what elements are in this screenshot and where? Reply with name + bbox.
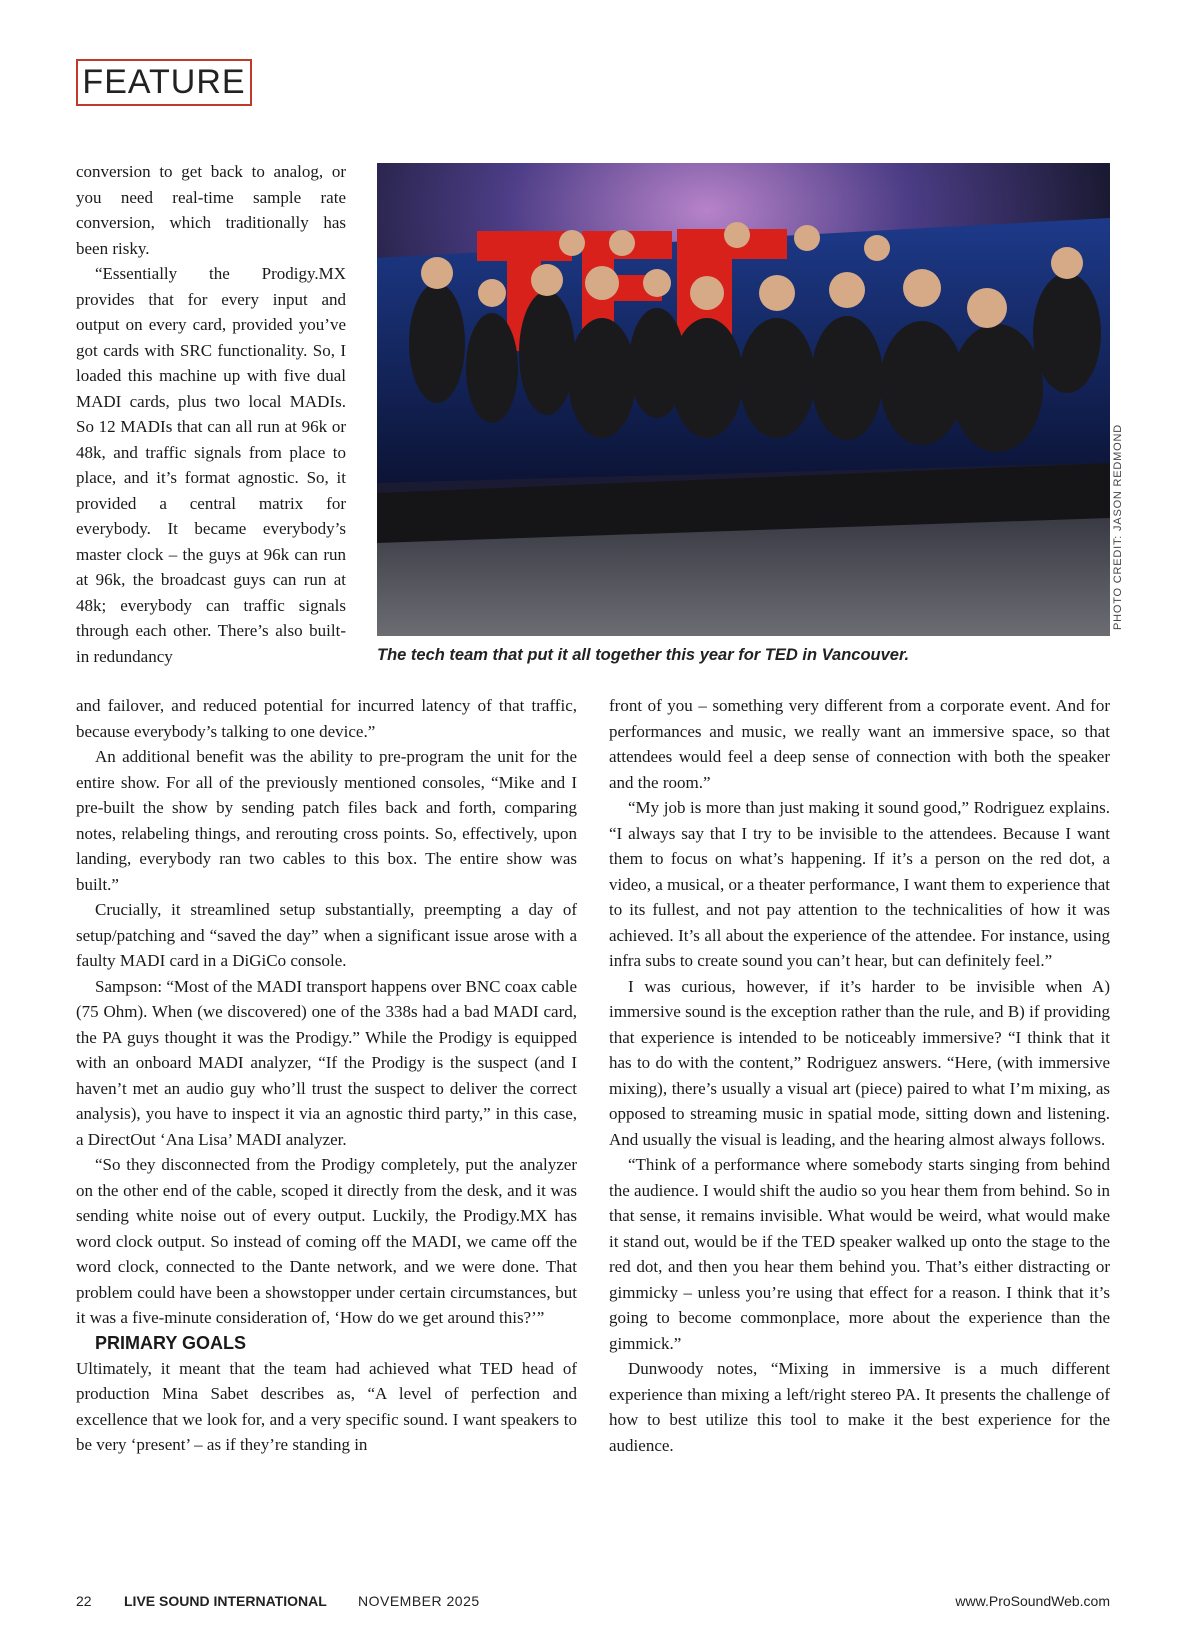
photo-caption: The tech team that put it all together this year for TED in Vancouver. [377, 646, 910, 664]
right-column [609, 693, 1110, 1458]
paragraph: Ultimately, it meant that the team had achieved what TED head of production Mina Sabet describes as, “A level of perfection and excellence that we look for, and a very specific sound. I want speakers to be very ‘present’ – as if they’re standing in [76, 1358, 577, 1454]
photo-credit: PHOTO CREDIT: JASON REDMOND [1112, 424, 1124, 630]
team-photo [377, 163, 1110, 636]
website-link[interactable]: www.ProSoundWeb.com [955, 1593, 1110, 1609]
team-photo-illustration [377, 163, 1110, 636]
paragraph: An additional benefit was the ability to pre-program the unit for the entire show. For all of the previously mentioned consoles, “Mike and I pre-built the show by sending patch files back and forth, comparing notes, relabeling things, and rerouting cross points. So, effectively, upon landing, everybody ran two cables to this box. The entire show was built.” [76, 747, 577, 894]
page-number: 22 [76, 1593, 92, 1609]
paragraph: “So they disconnected from the Prodigy completely, put the analyzer on the other end of the cable, scoped it directly from the desk, and it was sending white noise out of every output. Luckily, the Prodigy.MX has word clock output. So instead of coming off the MADI, we came off the word clock, connected to the Dante network, and we were done. That problem could have been a showstopper under certain circumstances, but it was a five-minute consideration of, ‘How do we get around this?’” [76, 1155, 577, 1327]
paragraph: Dunwoody notes, “Mixing in immersive is a much different experience than mixing a left/right stereo PA. It presents the challenge of how to best utilize this tool to make it the best experience for the audience. [609, 1359, 1110, 1455]
paragraph: “Think of a performance where somebody starts singing from behind the audience. I would shift the audio so you hear them from behind. So in that sense, it remains invisible. What would be weird, what would make it stand out, would be if the TED speaker walked up onto the stage to the red dot, and then you hear them behind you. That’s either distracting or gimmicky – unless you’re using that effect for a reason. I think that it’s going to become commonplace, more about the experience than the gimmick.” [609, 1155, 1110, 1353]
paragraph: “My job is more than just making it sound good,” Rodriguez explains. “I always say that I try to be invisible to the attendees. Because I want them to focus on what’s happening. If it’s a person on the red dot, a video, a musical, or a theater performance, I want them to experience that to its fullest, and not pay attention to the technicalities of how it was achieved. It’s all about the experience of the attendee. For instance, using infra subs to create sound you can’t hear, but can definitely feel.” [609, 798, 1110, 970]
paragraph: I was curious, however, if it’s harder to be invisible when A) immersive sound is the exception rather than the rule, and B) if providing that experience is intended to be noticeably immersive? “I think that it has to do with the content,” Rodriguez answers. “Here, (with immersive mixing), there’s usually a visual art (piece) paired to what I’m mixing, as opposed to streaming music in spatial mode, sitting down and listening. And usually the visual is leading, and the hearing almost always follows. [609, 976, 1110, 1149]
paragraph: front of you – something very different from a corporate event. And for performances and music, we really want an immersive space, so that attendees would feel a deep sense of connection with both the speaker and the room.” [609, 696, 1110, 792]
left-column [76, 693, 577, 1458]
paragraph: Sampson: “Most of the MADI transport happens over BNC coax cable (75 Ohm). When (we discovered) one of the 338s had a bad MADI card, the PA guys thought it was the Prodigy.” While the Prodigy is equipped with an onboard MADI analyzer, “If the Prodigy is the suspect (and I haven’t met an audio guy who’ll trust the suspect to deliver the correct analysis), you have to inspect it via an agnostic third party,” in this case, a DirectOut ‘Ana Lisa’ MADI analyzer. [76, 976, 577, 1149]
paragraph: “Essentially the Prodigy.MX provides that for every input and output on every card, provided you’ve got cards with SRC functionality. So, I loaded this machine up with five dual MADI cards, plus two local MADIs. So 12 MADIs that can all run at 96k or 48k, and traffic signals from place to place, and it’s format agnostic. So, it provided a central matrix for everybody. It became everybody’s master clock – the guys at 96k can run at 96k, the broadcast guys can run at 48k; everybody can traffic signals through each other. There’s also built-in redundancy [76, 264, 346, 666]
narrow-column [76, 159, 346, 669]
section-tag: FEATURE [76, 59, 252, 106]
section-subhead: PRIMARY GOALS [95, 1332, 247, 1353]
issue-date: NOVEMBER 2025 [358, 1593, 480, 1609]
paragraph: conversion to get back to analog, or you need real-time sample rate conversion, which traditionally has been risky. [76, 162, 346, 258]
magazine-name: LIVE SOUND INTERNATIONAL [124, 1593, 327, 1609]
paragraph: and failover, and reduced potential for incurred latency of that traffic, because everybody’s talking to one device.” [76, 696, 577, 741]
paragraph: Crucially, it streamlined setup substantially, preempting a day of setup/patching and “saved the day” when a significant issue arose with a faulty MADI card in a DiGiCo console. [76, 900, 577, 970]
